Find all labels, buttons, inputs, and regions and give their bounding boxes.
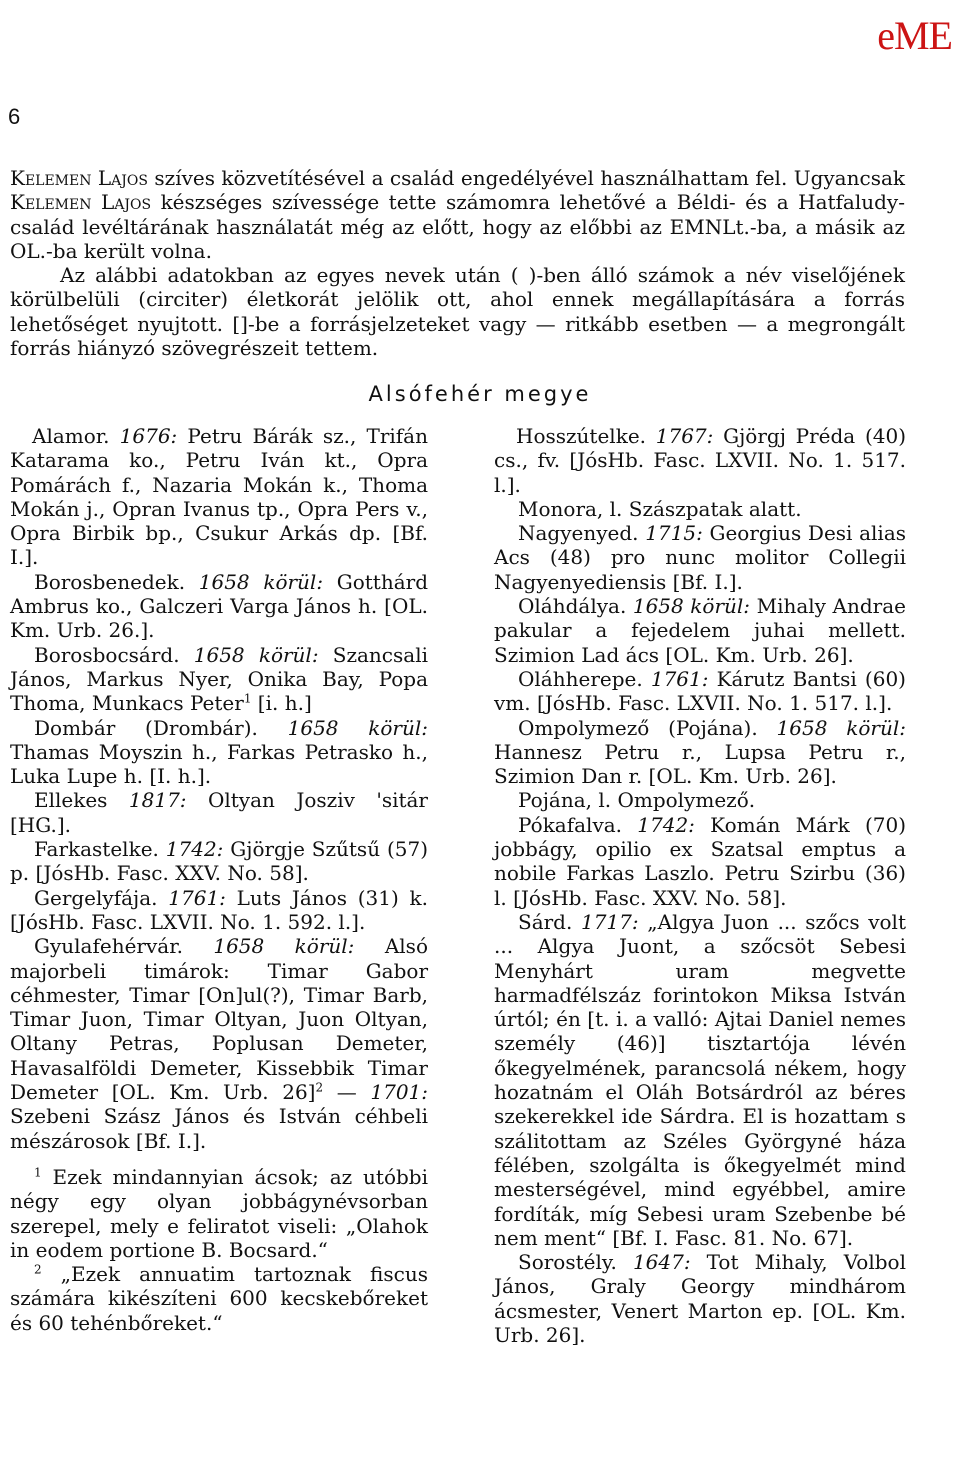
author-name: Kelemen Lajos <box>10 190 152 215</box>
county-heading: Alsófehér megye <box>368 382 592 406</box>
footnote-ref: 2 <box>315 1080 324 1095</box>
place-entry <box>494 667 906 716</box>
place-entry <box>10 716 428 789</box>
entry-year: 1658 körül: <box>776 715 906 740</box>
entry-text: Luts János (31) k. [JósHb. Fasc. LXVII. No. 1. 592. l.]. <box>10 885 428 934</box>
entry-year: 1658 körül: <box>632 594 751 619</box>
place-name: Farkastelke. <box>34 837 166 862</box>
entry-year: 1658 körül: <box>287 715 428 740</box>
entry-text: Thamas Moyszin h., Farkas Petrasko h., Luka Lupe h. [I. h.]. <box>10 739 428 789</box>
place-name: Pojána, <box>518 788 599 813</box>
place-entry <box>10 837 428 886</box>
entry-text: Alsó majorbeli timárok: Timar Gabor céhmester, Timar [On]ul(?), Timar Barb, Timar Juon, Timar Oltyan, Juon Oltyan, Oltany Petras, Poplusan Demeter, Havasalföldi Demeter, Kissebbik Timar Demeter [OL. Km. Urb. 26] <box>10 934 428 1105</box>
place-entry <box>494 716 906 789</box>
entry-year: 1761: <box>168 885 226 910</box>
entry-text: Petru Bárák sz., Trifán Katarama ko., Petru Iván kt., Opra Pomárách f., Nazaria Mokán k., Thoma Mokán j., Opran Ivanus tp., Opra Pers v., Opra Birbik bp., Csukur Arkás dp. [Bf. I.]. <box>10 424 428 570</box>
place-entry <box>494 788 906 812</box>
entry-year: 1647: <box>632 1250 691 1275</box>
place-entry <box>10 934 428 1153</box>
entry-text: Szancsali János, Markus Nyer, Onika Bay, Popa Thoma, Munkacs Peter <box>10 642 428 716</box>
entry-text: Oltyan Josziv 'sitár [HG.]. <box>10 788 428 837</box>
entry-text: „Algya Juon ... szőcs volt ... Algya Juont, a szőcsöt Sebesi Menyhárt uram megvette harmadfélszáz forintokon Miksa István úrtól; én [t. i. a valló: Ajtai Daniel nemes személy (46)] tisztartója lévén őkegyelmének, parancsolá nékem, hogy hozatnám el Oláh Botsárdról az béres szekerekkel ide Sárdra. El is hozattam s szálitottam az Széles Györgyné háza félében, szolgálta is őkegyelmét mind mesterségével, mind egyébbel, amire fordíták, míg Sebesi uram Szebenbe bé nem ment“ [Bf. I. Fasc. 81. No. 67]. <box>494 909 906 1250</box>
place-entry <box>494 594 906 667</box>
entry-year: 1717: <box>580 909 639 934</box>
place-name: Gergelyfája. <box>34 885 169 910</box>
page-number: 6 <box>8 104 21 129</box>
place-name: Hosszútelke. <box>516 424 656 448</box>
entry-text: Georgius Desi alias Acs (48) pro nunc molitor Collegii Nagyenyediensis [Bf. I.]. <box>494 521 906 594</box>
entry-text: l. Ompolymező. <box>598 788 756 813</box>
place-name: Sorostély. <box>518 1250 633 1275</box>
intro-paragraph-1 <box>10 166 905 263</box>
footnote-ref: 1 <box>243 691 252 706</box>
entry-text: l. Szászpatak alatt. <box>609 496 802 521</box>
place-entry <box>494 813 906 910</box>
place-name: Oláhdálya. <box>518 594 633 619</box>
footnote <box>10 1165 428 1262</box>
entry-text: Kárutz Bantsi (60) vm. [JósHb. Fasc. LXVII. No. 1. 517. l.]. <box>494 666 906 716</box>
entry-year: 1742: <box>165 837 224 862</box>
entry-text: Komán Márk (70) jobbágy, opilio ex Szatsal emptus a nobile Farkas Laszlo. Petru Szirbu (36) l. [JósHb. Fasc. XXV. No. 58]. <box>494 812 906 910</box>
place-entry <box>494 521 906 594</box>
intro-text-span: készséges szívessége tette számomra lehetővé a Béldi- és a Hatfaludy-család levéltárának használatát még az előtt, hogy az előbbi az EMNLt.-ba, a másik az OL.-ba került volna. <box>10 190 905 263</box>
author-name: Kelemen Lajos <box>10 166 148 190</box>
entry-year: 1658 körül: <box>213 934 355 959</box>
place-name: Alamor. <box>32 424 120 448</box>
intro-text-span: szíves közvetítésével a család engedélyével használhattam fel. Ugyancsak <box>147 166 905 190</box>
place-entry <box>10 788 428 837</box>
entry-year: 1658 körül: <box>198 569 324 594</box>
entry-year: 1817: <box>128 788 187 813</box>
place-name: Gyulafehérvár. <box>34 934 214 959</box>
footnote-text: Ezek mindannyian ácsok; az utóbbi négy egy olyan jobbágynévsorban szerepel, mely e feliratot viseli: „Olahok in eodem portione B. Bocsard.“ <box>10 1164 428 1262</box>
entry-text: Szebeni Szász János és István céhbeli mészárosok [Bf. I.]. <box>10 1104 428 1153</box>
footnote <box>10 1262 428 1335</box>
entry-text: Gjörgj Préda (40) cs., fv. [JósHb. Fasc. LXVII. No. 1. 517. l.]. <box>494 424 906 497</box>
entry-year: 1676: <box>119 424 178 448</box>
place-name: Sárd. <box>518 909 581 934</box>
place-entry <box>10 424 428 570</box>
entry-text: Mihaly Andrae pakular a fejedelem juhai mellett. Szimion Lad ács [OL. Km. Urb. 26]. <box>494 594 906 667</box>
entry-year: 1658 körül: <box>193 642 319 667</box>
intro-paragraph-2: Az alábbi adatokban az egyes nevek után ( )-ben álló számok a név viselőjének körülbelüli (circiter) életkorát jelölik ott, ahol ennek megállapítására a forrás lehetőséget nyujtott. []-be a forrásjelzeteket vagy — ritkább esetben — a megrongált forrás hiányzó szövegrészeit tettem. <box>10 263 905 361</box>
footnote-text: „Ezek annuatim tartoznak fiscus számára kikészíteni 600 kecskebőreket és 60 tehénbőreket.“ <box>10 1262 428 1335</box>
place-entry <box>10 886 428 935</box>
footnote-number: 2 <box>34 1262 42 1277</box>
place-name: Ompolymező (Pojána). <box>518 715 777 740</box>
place-entry <box>494 910 906 1250</box>
place-entry <box>494 1250 906 1347</box>
entry-text: Gjörgje Szűtsű (57) p. [JósHb. Fasc. XXV. No. 58]. <box>10 837 428 886</box>
entry-text: — <box>323 1080 371 1105</box>
place-name: Ellekes <box>34 788 129 813</box>
entry-text: Hannesz Petru r., Lupsa Petru r., Szimion Dan r. [OL. Km. Urb. 26]. <box>494 739 906 789</box>
place-name: Dombár (Drombár). <box>34 715 288 740</box>
footnote-separator <box>10 1153 428 1165</box>
right-column <box>494 424 906 1347</box>
place-name: Borosbocsárd. <box>34 642 194 667</box>
place-entry <box>10 570 428 643</box>
footnote-number: 1 <box>34 1165 42 1180</box>
entry-text: Gotthárd Ambrus ko., Galczeri Varga János h. [OL. Km. Urb. 26.]. <box>10 569 428 643</box>
place-entry <box>494 424 906 497</box>
place-name: Oláhherepe. <box>518 666 651 691</box>
entry-year: 1701: <box>370 1080 429 1105</box>
entry-year: 1761: <box>650 666 709 691</box>
place-name: Borosbenedek. <box>34 569 199 594</box>
left-column <box>10 424 428 1335</box>
place-name: Nagyenyed. <box>518 521 646 546</box>
entry-year: 1742: <box>637 812 695 837</box>
intro-text <box>10 166 905 360</box>
publisher-logo: eME <box>877 13 952 58</box>
entry-year: 1715: <box>645 521 703 546</box>
place-entry <box>10 643 428 716</box>
place-name: Monora, <box>518 496 610 521</box>
entry-year: 1767: <box>655 424 714 448</box>
entry-text: Tot Mihaly, Volbol János, Graly Georgy mindhárom ácsmester, Venert Marton ep. [OL. Km. Urb. 26]. <box>494 1250 906 1347</box>
place-name: Pókafalva. <box>518 812 638 837</box>
place-entry <box>494 497 906 521</box>
entry-text: [i. h.] <box>251 691 312 716</box>
